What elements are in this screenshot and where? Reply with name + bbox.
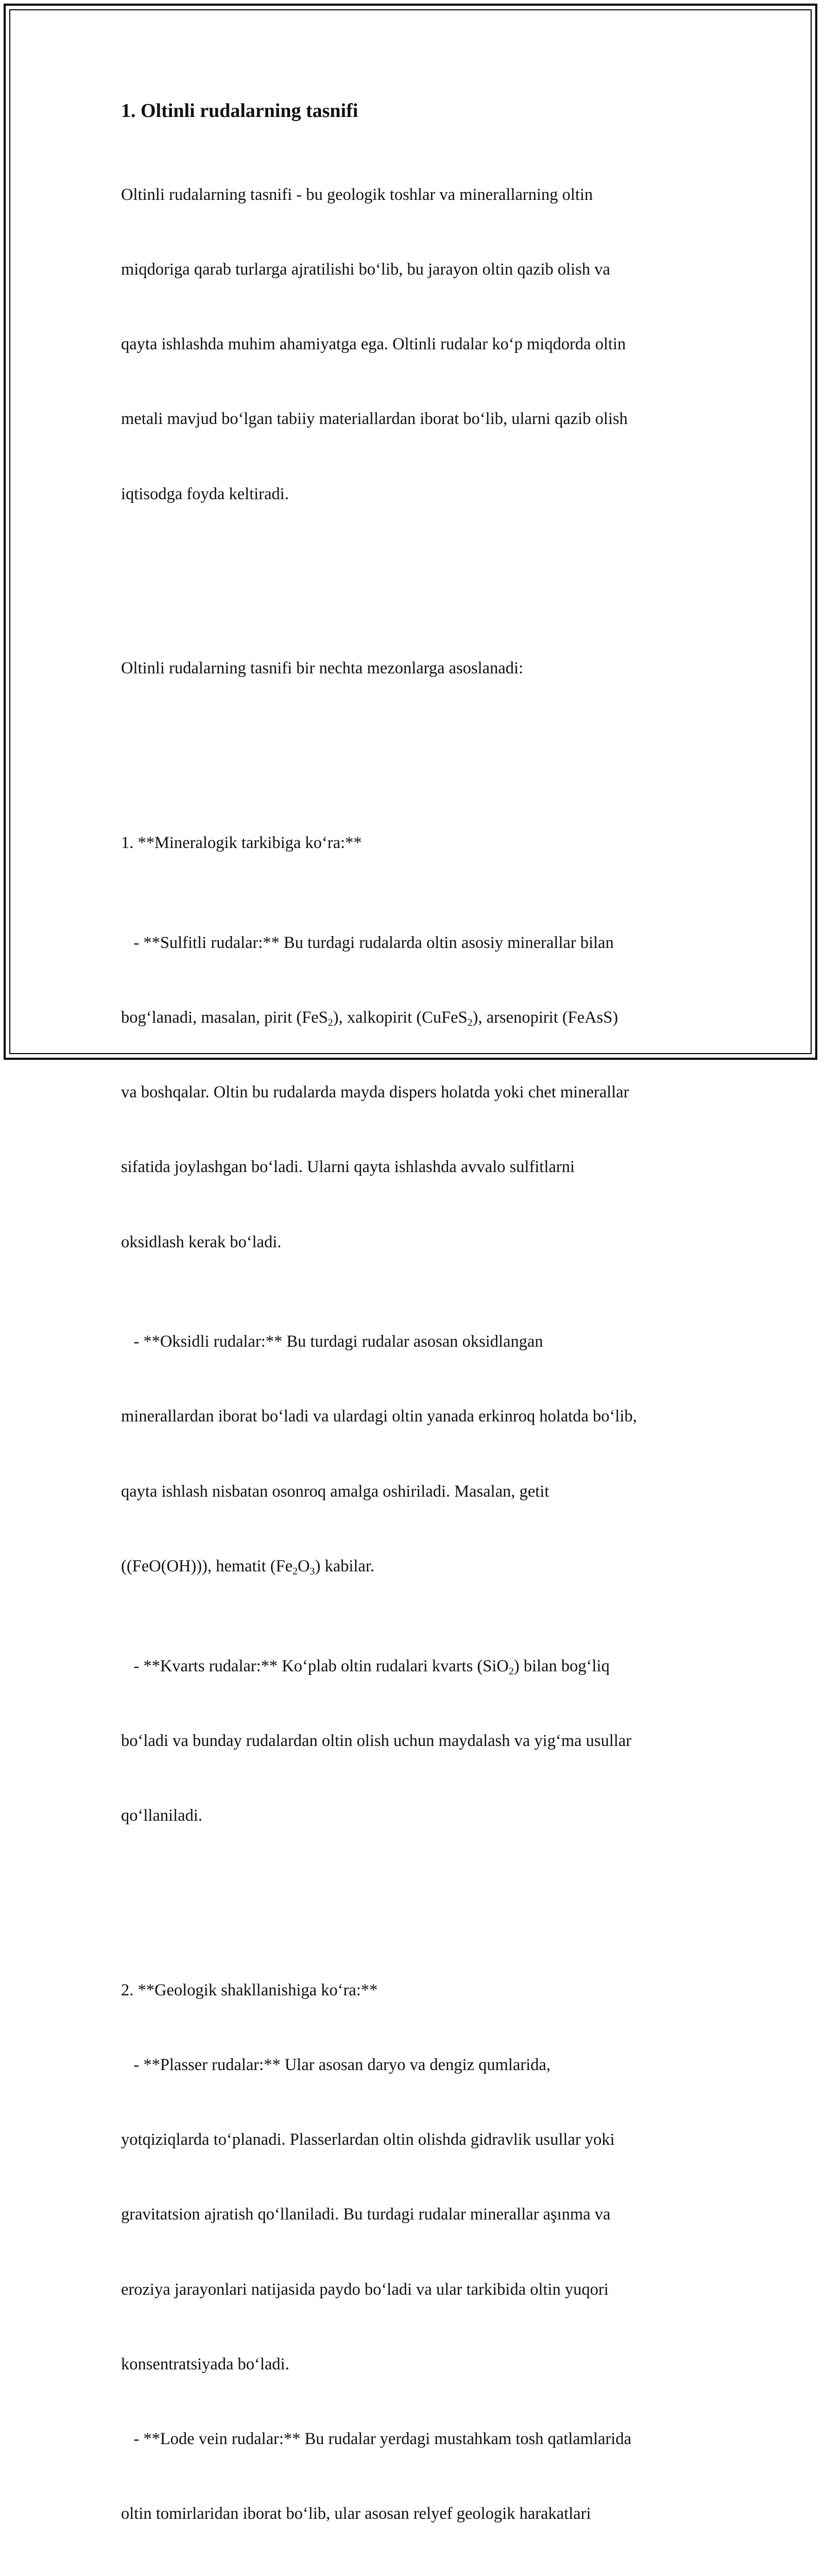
lode-line: oltin tomirlaridan iborat bo‘lib, ular asosan relyef geologik harakatlari: [121, 2504, 591, 2523]
blank-line: [121, 1878, 713, 1903]
lode-line: - **Lode vein rudalar:** Bu rudalar yerdagi mustahkam tosh qatlamlarida: [121, 2429, 631, 2448]
section1-title: 1. **Mineralogik tarkibiga ko‘ra:**: [121, 834, 362, 853]
quartz-line: bo‘ladi va bunday rudalardan oltin olish uchun maydalash va yig‘ma usullar: [121, 1731, 631, 1750]
intro-line: metali mavjud bo‘lgan tabiiy materiallardan iborat bo‘lib, ularni qazib olish: [121, 410, 628, 429]
document-body: [121, 95, 713, 2576]
intro-paragraph: [121, 132, 713, 2576]
intro-line: qayta ishlashda muhim ahamiyatga ega. Oltinli rudalar ko‘p miqdorda oltin: [121, 335, 626, 354]
placer-line: - **Plasser rudalar:** Ular asosan daryo va dengiz qumlarida,: [121, 2055, 551, 2074]
sulfide-line: - **Sulfitli rudalar:** Bu turdagi rudalarda oltin asosiy minerallar bilan: [121, 933, 614, 952]
oxide-line: - **Oksidli rudalar:** Bu turdagi rudalar asosan oksidlangan: [121, 1332, 543, 1351]
oxide-line: minerallardan iborat bo‘ladi va ulardagi oltin yanada erkinroq holatda bo‘lib,: [121, 1407, 637, 1426]
placer-line: gravitatsion ajratish qo‘llaniladi. Bu turdagi rudalar minerallar aşınma va: [121, 2205, 611, 2224]
criteria-intro: Oltinli rudalarning tasnifi bir nechta mezonlarga asoslanadi:: [121, 659, 523, 678]
sulfide-line: va boshqalar. Oltin bu rudalarda mayda dispers holatda yoki chet minerallar: [121, 1083, 629, 1102]
blank-line: [121, 731, 713, 756]
section-heading: 1. Oltinli rudalarning tasnifi: [121, 100, 358, 122]
placer-line: konsentratsiyada bo‘ladi.: [121, 2354, 289, 2374]
oxide-line: qayta ishlash nisbatan osonroq amalga oshiriladi. Masalan, getit: [121, 1482, 550, 1501]
section2-title: 2. **Geologik shakllanishiga ko‘ra:**: [121, 1980, 378, 1999]
sulfide-line: bog‘lanadi, masalan, pirit (FeS$_2$), xalkopirit (CuFeS$_2$), arsenopirit (FeAsS): [121, 1008, 619, 1029]
blank-line: [121, 556, 713, 581]
oxide-line: ((FeO(OH))), hematit $(Fe_2O_3)$ kabilar.: [121, 1556, 375, 1577]
sulfide-line: oksidlash kerak bo‘ladi.: [121, 1232, 282, 1251]
placer-line: eroziya jarayonlari natijasida paydo bo‘ladi va ular tarkibida oltin yuqori: [121, 2280, 609, 2299]
intro-line: miqdoriga qarab turlarga ajratilishi bo‘lib, bu jarayon oltin qazib olish va: [121, 260, 610, 279]
placer-line: yotqiziqlarda to‘planadi. Plasserlardan oltin olishda gidravlik usullar yoki: [121, 2130, 615, 2149]
sulfide-line: sifatida joylashgan bo‘ladi. Ularni qayta ishlashda avvalo sulfitlarni: [121, 1158, 575, 1177]
intro-line: Oltinli rudalarning tasnifi - bu geologik toshlar va minerallarning oltin: [121, 185, 593, 204]
intro-line: iqtisodga foyda keltiradi.: [121, 484, 289, 503]
quartz-line: - **Kvarts rudalar:** Ko‘plab oltin rudalari kvarts (SiO$_2$) bilan bog‘liq: [121, 1656, 610, 1677]
quartz-line: qo‘llaniladi.: [121, 1806, 202, 1825]
